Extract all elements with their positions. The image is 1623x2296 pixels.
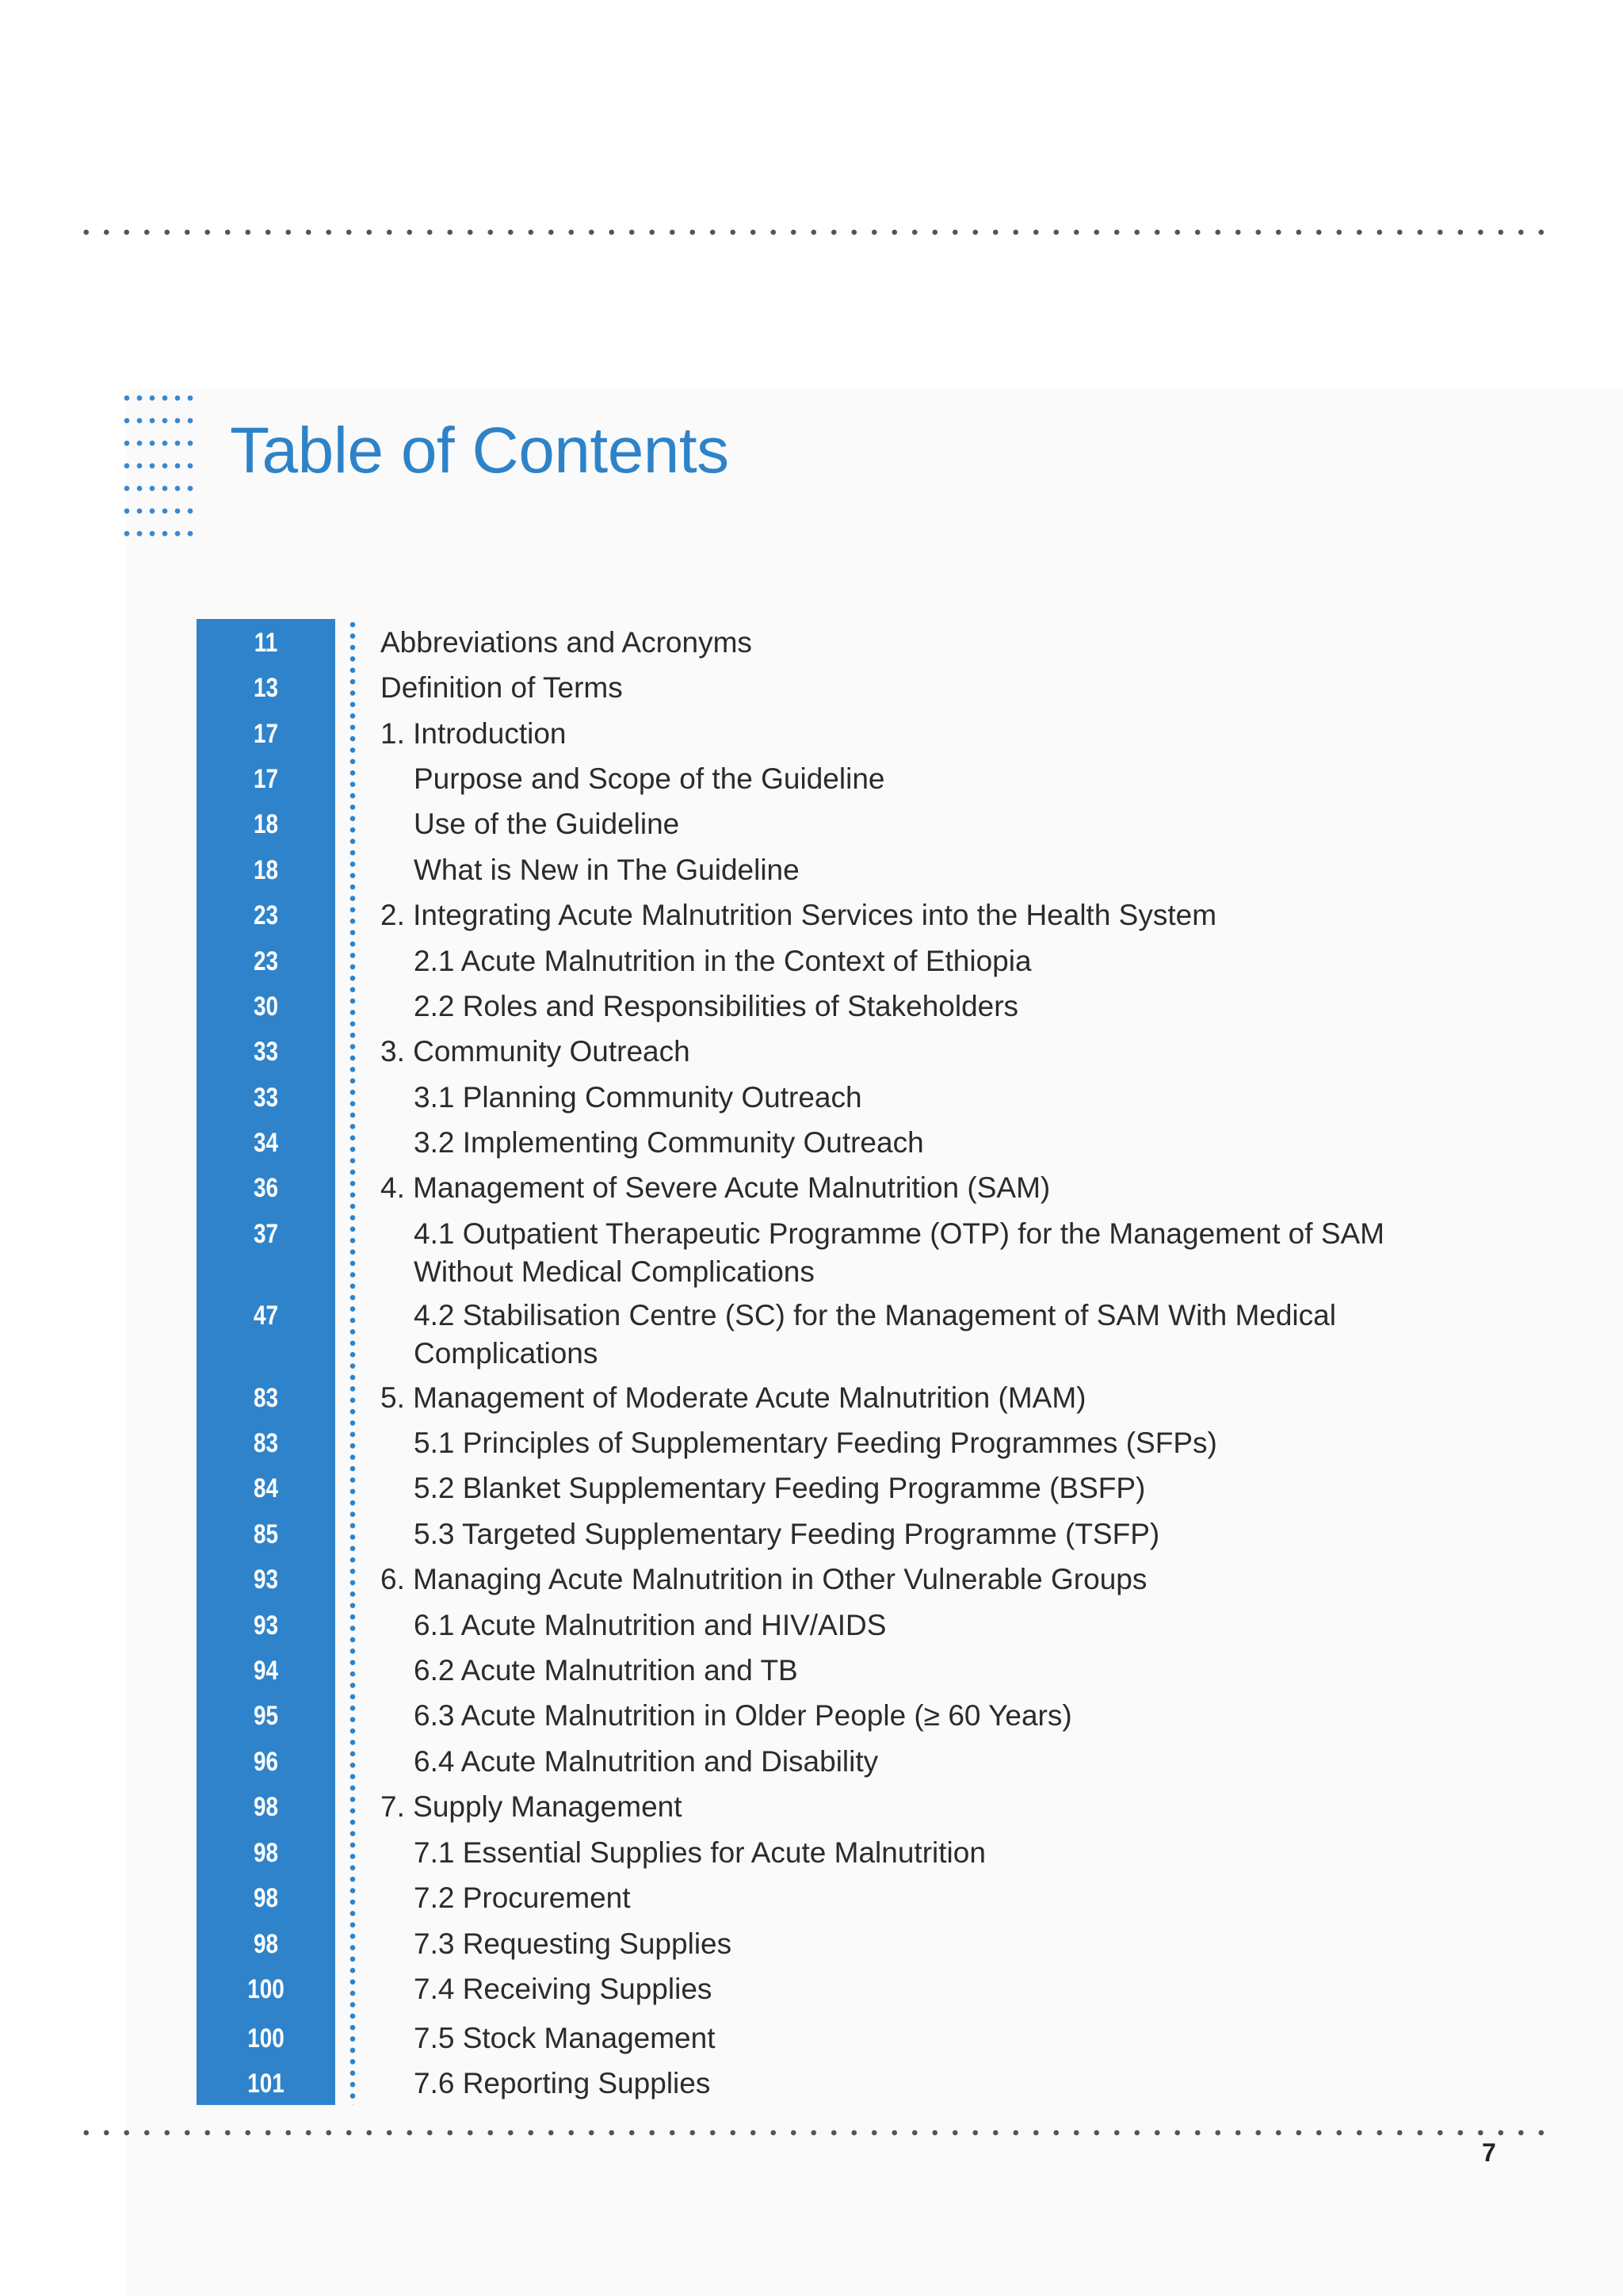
toc-entry-title: 7.3 Requesting Supplies (414, 1927, 732, 1960)
toc-entry-title: 6.1 Acute Malnutrition and HIV/AIDS (414, 1609, 887, 1641)
toc-page-number: 85 (253, 1519, 279, 1549)
toc-page-number: 18 (253, 855, 279, 885)
toc-entry-title: 2.1 Acute Malnutrition in the Context of Ethiopia (414, 945, 1032, 977)
toc-entry-title: Definition of Terms (380, 671, 623, 704)
toc-page-number: 83 (253, 1428, 279, 1458)
toc-entry-title: 2.2 Roles and Responsibilities of Stakeholders (414, 990, 1019, 1022)
toc-entry-title: 5.2 Blanket Supplementary Feeding Programme (BSFP) (414, 1472, 1146, 1504)
toc-page-number: 33 (253, 1083, 279, 1113)
toc-entry-title: 6. Managing Acute Malnutrition in Other Vulnerable Groups (380, 1563, 1148, 1595)
toc-entry-title: 3.1 Planning Community Outreach (414, 1081, 862, 1114)
toc-entry-title: 5. Management of Moderate Acute Malnutrition (MAM) (380, 1381, 1086, 1414)
toc-page-number: 37 (253, 1219, 279, 1249)
toc-page-number: 94 (253, 1656, 279, 1686)
toc-page-number: 98 (253, 1883, 279, 1913)
toc-entry-title-continued: Without Medical Complications (414, 1255, 815, 1288)
toc-page-number: 93 (253, 1610, 279, 1641)
toc-page-number: 17 (253, 719, 279, 749)
toc-page-number: 100 (247, 2023, 285, 2053)
toc-entry-title: 4.1 Outpatient Therapeutic Programme (OTP) for the Management of SAM (414, 1217, 1384, 1250)
toc-entry-title: 7.5 Stock Management (414, 2022, 716, 2054)
toc-page-number: 93 (253, 1564, 279, 1595)
toc-entry-title-continued: Complications (414, 1337, 598, 1370)
toc-entry-title: 4. Management of Severe Acute Malnutrition (SAM) (380, 1171, 1051, 1204)
toc-entry-title: 6.3 Acute Malnutrition in Older People (≥ 60 Years) (414, 1699, 1072, 1732)
toc-entry-title: 7.4 Receiving Supplies (414, 1973, 712, 2005)
toc-page-number: 96 (253, 1747, 279, 1777)
toc-page-number: 83 (253, 1383, 279, 1413)
page-number: 7 (1482, 2138, 1496, 2167)
toc-entry-title: 7.6 Reporting Supplies (414, 2067, 711, 2099)
toc-entry-title: What is New in The Guideline (414, 854, 800, 886)
toc-page-number: 101 (247, 2069, 285, 2099)
toc-entry-title: 5.3 Targeted Supplementary Feeding Programme (TSFP) (414, 1518, 1160, 1550)
toc-page-number: 98 (253, 1792, 279, 1822)
toc-page-number: 100 (247, 1974, 285, 2004)
toc-page-number: 84 (253, 1473, 279, 1503)
toc-page-number: 17 (253, 764, 279, 794)
toc-entry-title: Purpose and Scope of the Guideline (414, 762, 885, 795)
toc-entry-title: 2. Integrating Acute Malnutrition Services into the Health System (380, 899, 1217, 931)
toc-entry-title: 3.2 Implementing Community Outreach (414, 1126, 924, 1159)
toc-entry-title: 7. Supply Management (380, 1790, 682, 1823)
toc-entry-title: 7.1 Essential Supplies for Acute Malnutrition (414, 1836, 986, 1869)
toc-entry-title: 4.2 Stabilisation Centre (SC) for the Management of SAM With Medical (414, 1299, 1336, 1331)
toc-page-number: 11 (254, 628, 278, 658)
toc-page-number: 47 (253, 1301, 279, 1331)
toc-page-number: 18 (253, 809, 279, 839)
toc-page-number: 34 (253, 1128, 279, 1158)
toc-page-number: 36 (253, 1173, 279, 1203)
toc-entry-title: Abbreviations and Acronyms (380, 626, 752, 659)
toc-page-number: 98 (253, 1929, 279, 1959)
toc-page-number: 95 (253, 1701, 279, 1731)
toc-page-number: 30 (253, 991, 279, 1022)
toc-page-number: 23 (253, 946, 279, 976)
toc-entry-title: 5.1 Principles of Supplementary Feeding Programmes (SFPs) (414, 1427, 1217, 1459)
toc-entry-title: 3. Community Outreach (380, 1035, 690, 1068)
toc-entry-title: 6.4 Acute Malnutrition and Disability (414, 1745, 879, 1778)
bottom-dotted-rule (76, 2130, 1550, 2136)
page-title: Table of Contents (230, 415, 729, 487)
toc-entry-title: Use of the Guideline (414, 808, 680, 840)
toc-page-number: 13 (253, 673, 279, 703)
toc-page-number: 23 (253, 900, 279, 930)
toc-entry-title: 7.2 Procurement (414, 1881, 631, 1914)
toc-entry-title: 6.2 Acute Malnutrition and TB (414, 1654, 798, 1687)
toc-page-number: 98 (253, 1838, 279, 1868)
toc-page-number: 33 (253, 1037, 279, 1067)
toc-entry-title: 1. Introduction (380, 717, 567, 750)
